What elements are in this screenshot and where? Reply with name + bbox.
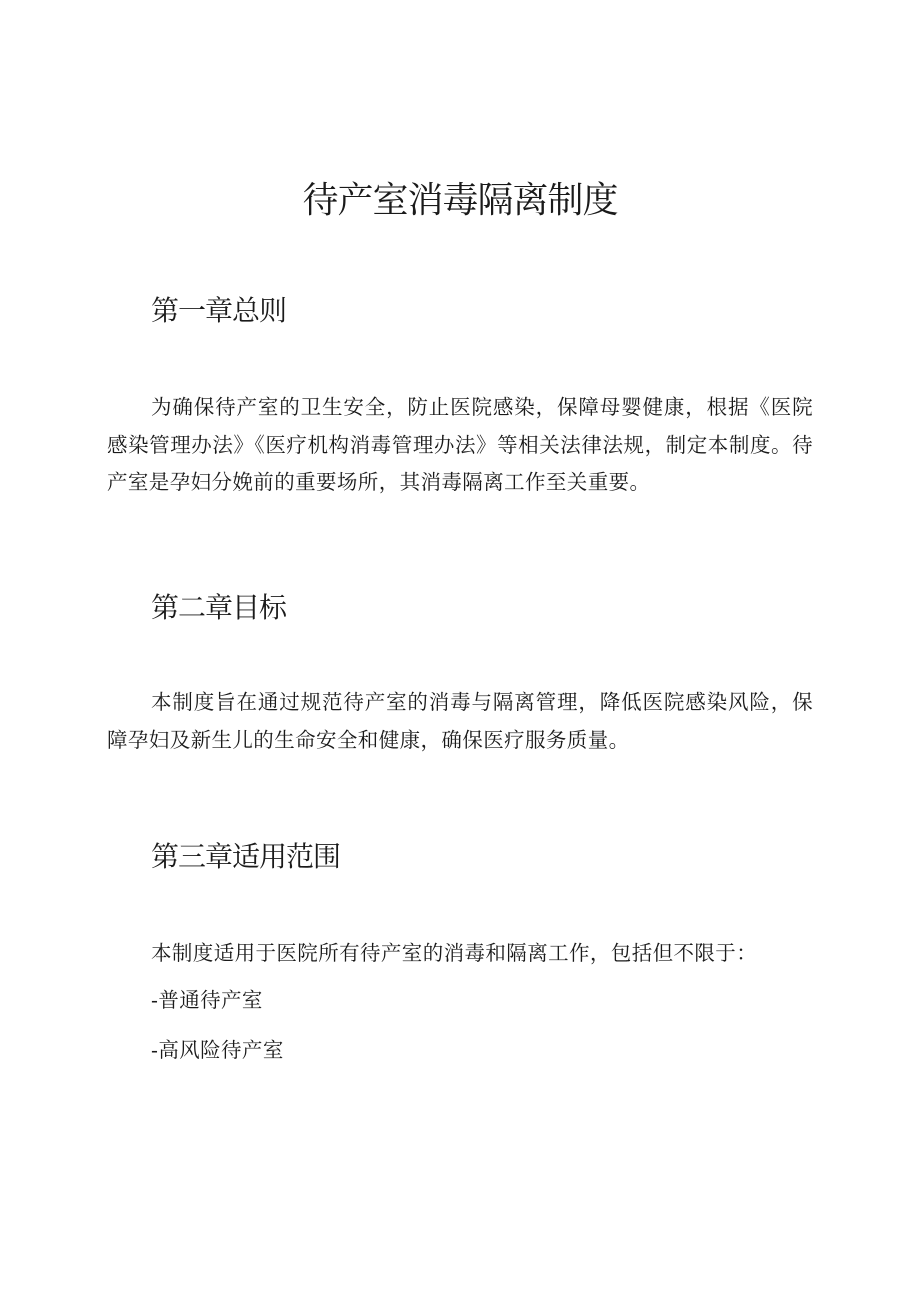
chapter-2-paragraph: 本制度旨在通过规范待产室的消毒与隔离管理，降低医院感染风险，保障孕妇及新生儿的生命安全和健康，确保医疗服务质量。 [107, 690, 813, 752]
chapter-3-paragraph: 本制度适用于医院所有待产室的消毒和隔离工作，包括但不限于： [151, 941, 758, 965]
document-title: 待产室消毒隔离制度 [302, 180, 618, 221]
scope-list-item: -普通待产室 [151, 988, 263, 1012]
chapter-1-paragraph: 为确保待产室的卫生安全，防止医院感染，保障母婴健康，根据《医院感染管理办法》《医疗机构消毒管理办法》等相关法律法规，制定本制度。待产室是孕妇分娩前的重要场所，其消毒隔离工作至关重要。 [107, 395, 813, 494]
chapter-3-heading: 第三章适用范围 [151, 840, 341, 873]
chapter-1-heading: 第一章总则 [151, 294, 287, 327]
chapter-2-heading: 第二章目标 [151, 591, 287, 624]
scope-list-item: -高风险待产室 [151, 1038, 284, 1062]
